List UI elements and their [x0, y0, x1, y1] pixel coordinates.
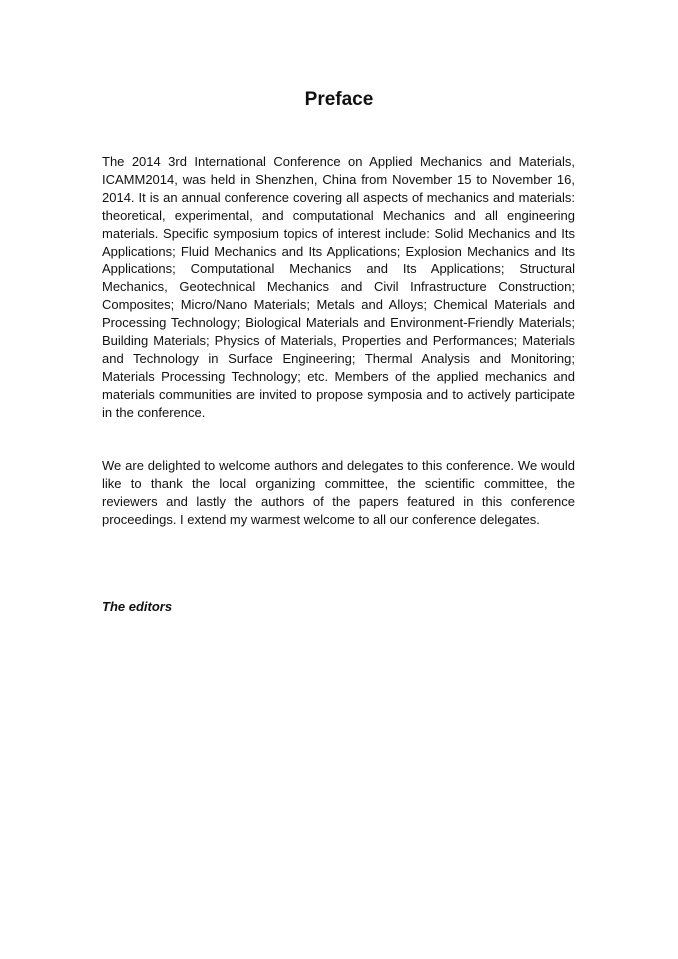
signature: The editors	[102, 599, 173, 614]
page-title: Preface	[304, 89, 374, 110]
preface-paragraph-2: We are delighted to welcome authors and delegates to this conference. We would like to thank the local organizing committee, the scientific committee, the reviewers and lastly the authors of the papers featured in this conference proceedings. I extend my warmest welcome to all our conference delegates.	[102, 458, 575, 527]
preface-paragraph-1: The 2014 3rd International Conference on Applied Mechanics and Materials, ICAMM2014, was held in Shenzhen, China from November 15 to November 16, 2014. It is an annual conference covering all aspects of mechanics and materials: theoretical, experimental, and computational Mechanics and all engineering materials. Specific symposium topics of interest include: Solid Mechanics and Its Applications; Fluid Mechanics and Its Applications; Explosion Mechanics and Its Applications; Computational Mechanics and Its Applications; Structural Mechanics, Geotechnical Mechanics and Civil Infrastructure Construction; Composites; Micro/Nano Materials; Metals and Alloys; Chemical Materials and Processing Technology; Biological Materials and Environment-Friendly Materials; Building Materials; Physics of Materials, Properties and Performances; Materials and Technology in Surface Engineering; Thermal Analysis and Monitoring; Materials Processing Technology; etc. Members of the applied mechanics and materials communities are invited to propose symposia and to actively participate in the conference.	[102, 154, 575, 420]
